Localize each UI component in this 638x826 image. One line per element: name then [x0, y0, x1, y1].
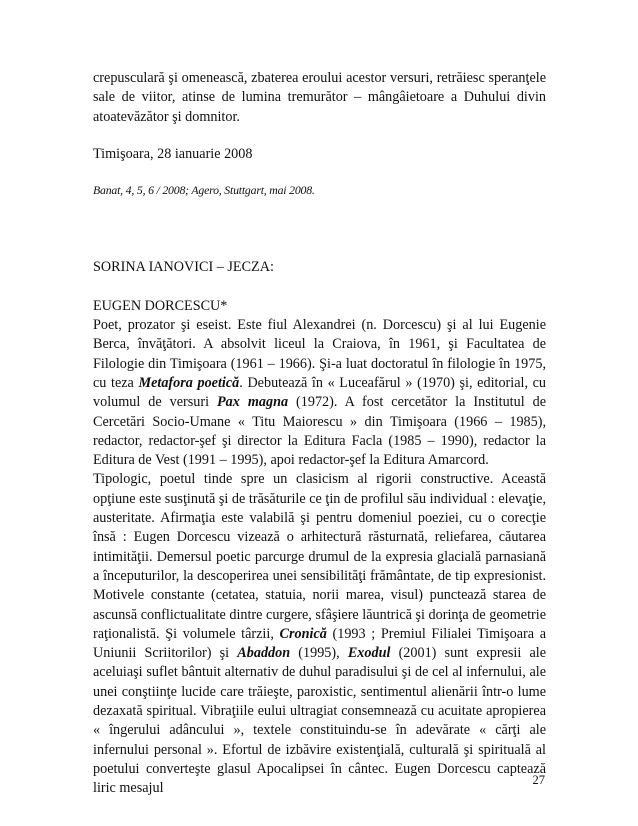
page-number: 27: [532, 773, 545, 787]
bio-text-2: . Debutează în « Luceafărul » (1970) şi, editorial, cu volumul de versuri: [93, 374, 547, 411]
bio-text-1: Poet, prozator şi eseist. Este fiul Alexandrei (n. Dorcescu) şi al lui Eugenie Berca, învăţători. A absolvit liceul la Craiova, în 1961, şi Facultatea de Filologie din Timişoara (1961 – 1966). Şi-a luat doctoratul în filologie în 1975, cu teza: [93, 317, 546, 391]
analysis-text-1: Tipologic, poetul tinde spre un clasicism al rigorii constructive. Această opţiune este susţinută şi de trăsăturile ce ţin de profilul său individual : elevaţie, austeritate. Afirmaţia este valabilă şi pentru domeniul poeziei, cu o corecţie însă : Eugen Dorcescu vizează o arhitectură răsturnată, reliefarea, căutarea intimităţii. Demersul poetic parcurge drumul de la expresia glacială parnasiană a începuturilor, la descoperirea unei sensibilităţi frământate, de tip expresionist. Motivele constante (cetatea, statuia, norii marea, visul) punctează starea de ascunsă conflictualitate dintre curgere, sfâşiere lăuntrică şi dorinţa de geometrie raţionalistă. Şi volumele târzii,: [93, 471, 546, 642]
author-heading: SORINA IANOVICI – JECZA:: [93, 259, 274, 276]
book-title-abaddon: Abaddon: [237, 645, 291, 662]
book-title-pax-magna: Pax magna: [217, 394, 289, 411]
bio-paragraph: [93, 316, 546, 470]
analysis-text-4: (2001) sunt expresii ale aceluiaşi suflet bântuit alternativ de duhul paradisului şi de cel al infernului, ale unei conştiinţe lucide care trăieşte, paroxistic, sentimentul alienării într-o lume dezaxată spiritual. Vibraţiile eului ultragiat consemnează cu acuitate apropierea « îngerului adâncului », textele constituindu-se în adevărate « cărţi ale infernului personal ». Efortul de izbăvire existenţială, culturală şi spirituală al poetului converteşte glasul Apocalipsei în cântec. Eugen Dorcescu captează liric mesajul: [93, 645, 546, 797]
book-title-metafora: Metafora poetică: [138, 374, 240, 391]
top-paragraph: crepusculară şi omenească, zbaterea eroului acestor versuri, retrăiesc speranţele sale de viitor, atinse de lumina tremurător – mângâietoare a Duhului divin atoatevăzător şi domnitor.: [93, 70, 546, 125]
dateline: Timişoara, 28 ianuarie 2008: [93, 145, 253, 162]
page-content: [93, 69, 546, 799]
article-title: EUGEN DORCESCU*: [93, 297, 228, 314]
analysis-text-3: (1995),: [290, 645, 348, 662]
analysis-paragraph: [93, 470, 546, 798]
book-title-exodul: Exodul: [347, 645, 391, 662]
book-title-cronica: Cronică: [279, 625, 327, 642]
source-line: Banat, 4, 5, 6 / 2008; Agero, Stuttgart, mai 2008.: [93, 183, 315, 198]
bio-text-3: (1972). A fost cercetător la Institutul de Cercetări Socio-Umane « Titu Maiorescu » din Timişoara (1966 – 1985), redactor, redactor-şef şi director la Editura Facla (1985 – 1990), redactor la Editura de Vest (1991 – 1995), apoi redactor-şef la Editura Amarcord.: [93, 394, 547, 469]
analysis-text-2: (1993 ; Premiul Filialei Timişoara a Uniunii Scriitorilor) şi: [93, 625, 546, 662]
